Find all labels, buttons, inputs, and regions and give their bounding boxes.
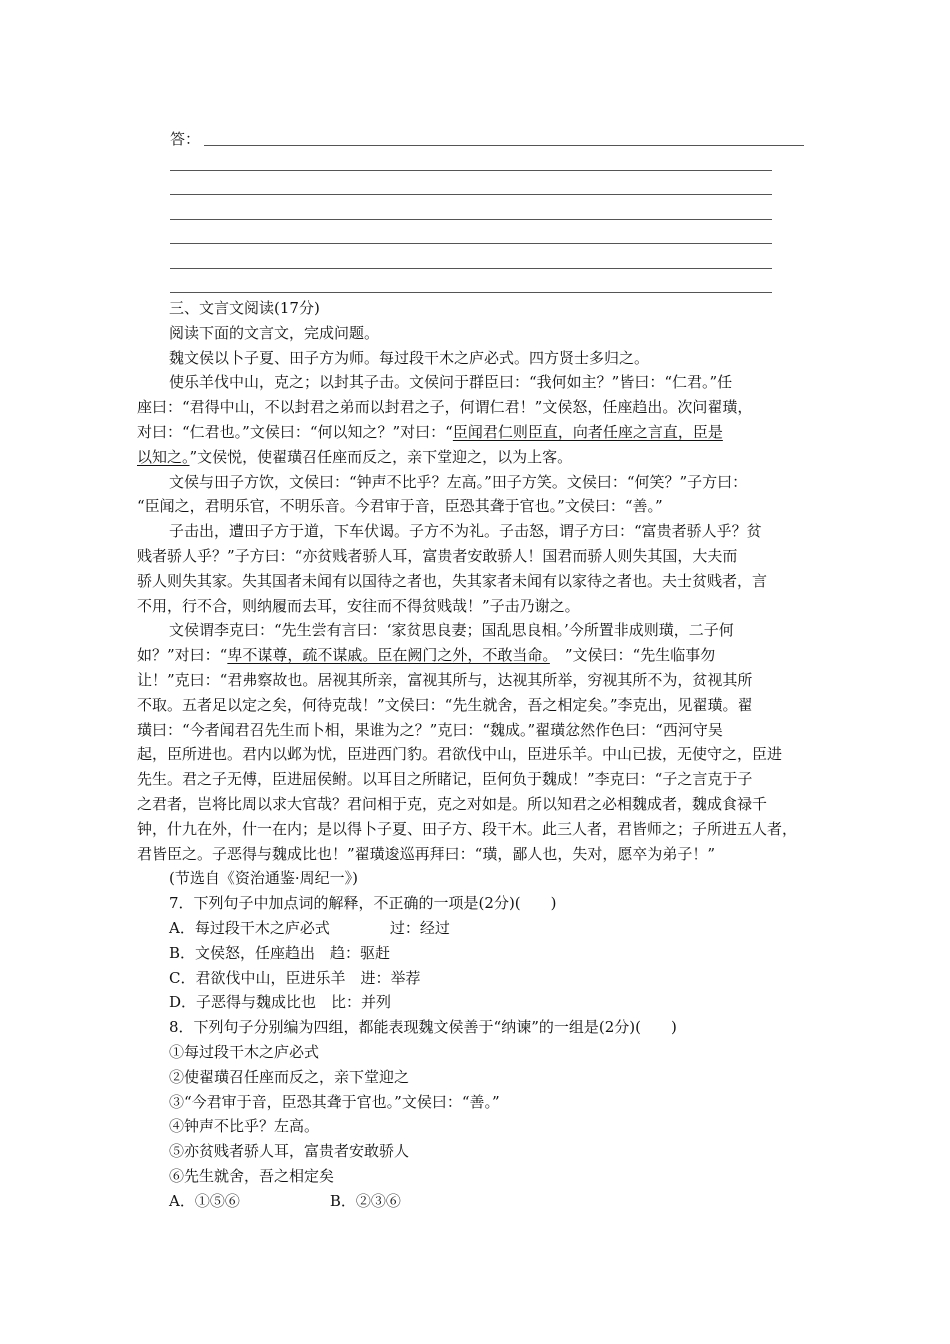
answer-line (170, 292, 772, 293)
passage-line: 让！”克曰：“君弗察故也。居视其所亲，富视其所与，达视其所举，穷视其所不为，贫视其所 (137, 670, 753, 689)
passage-line: 子击出，遭田子方于道，下车伏谒。子方不为礼。子击怒，谓子方曰：“富贵者骄人乎？贫 (169, 522, 762, 541)
question-8-sentence-1: ①每过段干木之庐必式 (169, 1042, 320, 1061)
option-gloss: 过：经过 (389, 918, 450, 937)
question-7-option-c: C．君欲伐中山，臣进乐羊 进：举荐 (169, 968, 421, 987)
reading-section (137, 296, 827, 1213)
question-8-sentence-3: ③“今君审于音，臣恐其聋于官也。”文侯曰：“善。” (169, 1092, 500, 1111)
passage-text: 如？”对曰：“ (137, 646, 228, 665)
passage-line: 贱者骄人乎？”子方曰：“亦贫贱者骄人耳，富贵者安敢骄人！国君而骄人则失其国，大夫而 (137, 546, 738, 565)
passage-line: 先生。君之子无傅，臣进屈侯鲋。以耳目之所睹记，臣何负于魏成！”李克曰：“子之言克于子 (137, 770, 753, 789)
section-title: 三、文言文阅读(17分) (169, 299, 320, 317)
passage-line (137, 643, 827, 668)
answer-line (170, 268, 772, 269)
passage-line: 文侯与田子方饮，文侯曰：“钟声不比乎？左高。”田子方笑。文侯曰：“何笑？”子方曰： (169, 472, 748, 491)
passage-line (137, 445, 827, 470)
passage-line: “臣闻之，君明乐官，不明乐音。今君审于音，臣恐其聋于官也。”文侯曰：“善。” (137, 497, 663, 516)
passage-line: 文侯谓李克曰：“先生尝有言曰：‘家贫思良妻；国乱思良相。’今所置非成则璜，二子何 (169, 621, 734, 640)
passage-line: 使乐羊伐中山，克之；以封其子击。文侯问于群臣曰：“我何如主？”皆曰：“仁君。”任 (169, 373, 733, 392)
underlined-sentence: 卑不谋尊，疏不谋戚。臣在阙门之外，不敢当命。 (227, 646, 550, 665)
question-8-sentence-5: ⑤亦贫贱者骄人耳，富贵者安敢骄人 (169, 1142, 410, 1161)
answer-line (170, 170, 772, 171)
passage-line: 之君者，岂将比周以求大官哉？君问相于克，克之对如是。所以知君之必相魏成者，魏成食禄千 (137, 794, 768, 813)
passage-line (137, 420, 827, 445)
question-7-option-b: B．文侯怒，任座趋出 趋：驱赶 (169, 943, 391, 962)
passage-line: 骄人则失其家。失其国者未闻有以国待之者也，失其家者未闻有以家待之者也。夫士贫贱者，言 (137, 571, 768, 590)
passage-text: 对曰：“仁君也。”文侯曰：“何以知之？”对曰：“ (137, 422, 453, 441)
question-8-option-b: B．②③⑥ (329, 1191, 401, 1210)
question-8-option-a: A．①⑤⑥ (169, 1191, 240, 1210)
passage-line: 不用，行不合，则纳履而去耳，安往而不得贫贱哉！”子击乃谢之。 (137, 596, 580, 615)
answer-line (170, 219, 772, 220)
question-7-option-a (137, 916, 827, 941)
underlined-sentence: 臣闻君仁则臣直，向者任座之言直，臣是 (452, 422, 723, 441)
question-7-stem: 7．下列句子中加点词的解释，不正确的一项是(2分)( ) (169, 894, 557, 913)
passage-line: 璜曰：“今者闻君召先生而卜相，果谁为之？”克曰：“魏成。”翟璜忿然作色曰：“西河守吴 (137, 720, 723, 739)
answer-label: 答： (170, 130, 201, 148)
passage-text: ”文侯曰：“先生临事勿 (549, 646, 716, 665)
answer-line (170, 194, 772, 195)
question-8-sentence-6: ⑥先生就舍，吾之相定矣 (169, 1166, 335, 1185)
passage-paragraph: 魏文侯以卜子夏、田子方为师。每过段干木之庐必式。四方贤士多归之。 (169, 348, 650, 367)
passage-source: (节选自《资治通鉴·周纪一》) (169, 869, 358, 888)
section-instruction: 阅读下面的文言文，完成问题。 (169, 323, 380, 342)
underlined-sentence: 以知之。 (137, 447, 190, 466)
question-8-sentence-2: ②使翟璜召任座而反之，亲下堂迎之 (169, 1067, 410, 1086)
passage-line: 座曰：“君得中山，不以封君之弟而以封君之子，何谓仁君！”文侯怒，任座趋出。次问翟璜， (137, 398, 753, 417)
passage-line: 钟，什九在外，什一在内；是以得卜子夏、田子方、段干木。此三人者，君皆师之；子所进五人者， (137, 819, 798, 838)
answer-line (170, 243, 772, 244)
option-text: A．每过段干木之庐必式 (169, 918, 330, 937)
question-8-stem: 8．下列句子分别编为四组，都能表现魏文侯善于“纳谏”的一组是(2分)( ) (169, 1018, 677, 1037)
question-8-sentence-4: ④钟声不比乎？左高。 (169, 1117, 320, 1136)
passage-line: 不取。五者足以定之矣，何待克哉！”文侯曰：“先生就舍，吾之相定矣。”李克出，见翟璜。翟 (137, 695, 753, 714)
answer-line (204, 145, 804, 146)
question-7-option-d: D．子恶得与魏成比也 比：并列 (169, 993, 392, 1012)
passage-text: ”文侯悦，使翟璜召任座而反之，亲下堂迎之，以为上客。 (189, 447, 573, 466)
question-8-options (137, 1189, 827, 1214)
passage-line: 起，臣所进也。君内以邺为忧，臣进西门豹。君欲伐中山，臣进乐羊。中山已拔，无使守之，臣进 (137, 745, 783, 764)
passage-line: 君皆臣之。子恶得与魏成比也！”翟璜逡巡再拜曰：“璜，鄙人也，失对，愿卒为弟子！” (137, 844, 716, 863)
